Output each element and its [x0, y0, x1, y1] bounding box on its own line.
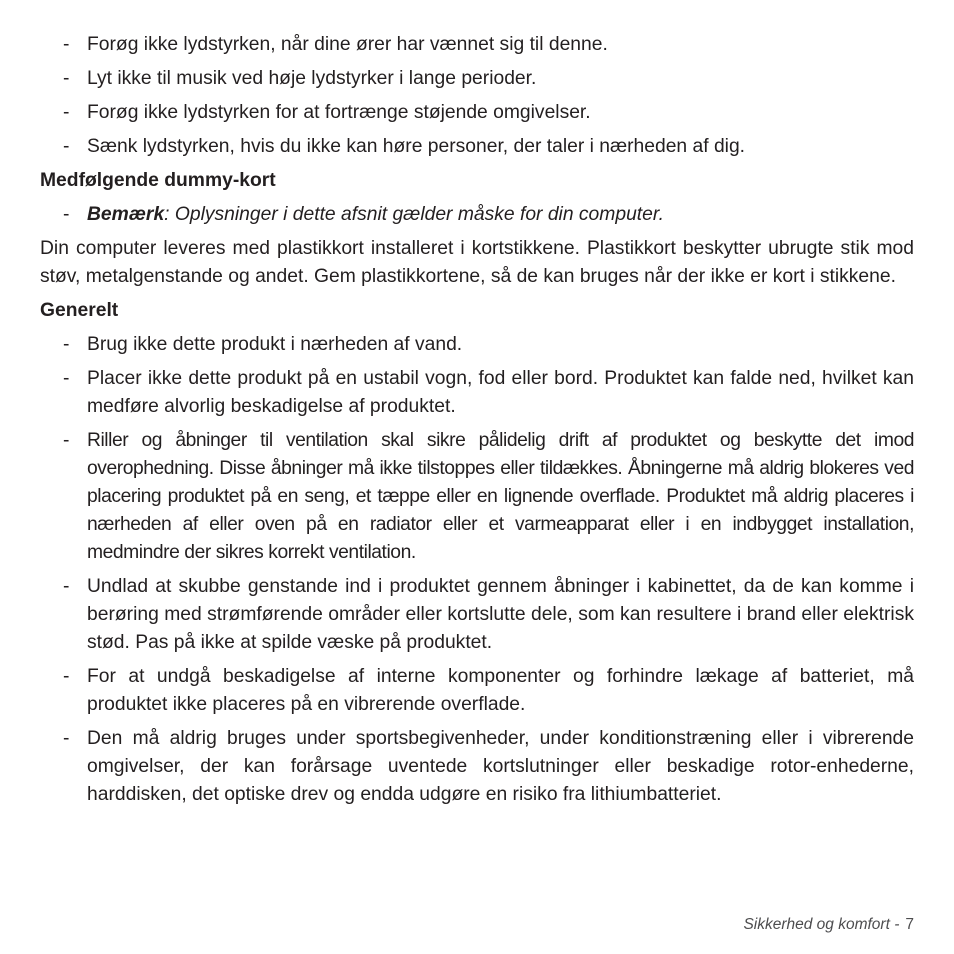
- footer-section-title: Sikkerhed og komfort -: [743, 916, 900, 933]
- note-label: Bemærk: [87, 204, 165, 225]
- list-item-text: Undlad at skubbe genstande ind i produktet gennem åbninger i kabinettet, da de kan komme i berøring med strømførende områder eller kortslutte dele, som kan resultere i brand eller elektrisk stød. Pas på ikke at spilde væske på produktet.: [87, 576, 914, 653]
- list-item-text: Den må aldrig bruges under sportsbegivenheder, under konditionstræning eller i vibrerende omgivelser, der kan forårsage uventede kortslutninger eller beskadige rotor-enhederne, harddisken, det optiske drev og endda udgøre en risiko fra lithiumbatteriet.: [87, 728, 914, 805]
- note-list: [40, 201, 914, 229]
- list-item: - Lyt ikke til musik ved høje lydstyrker i lange perioder.: [63, 68, 537, 89]
- list-item: - Sænk lydstyrken, hvis du ikke kan høre personer, der taler i nærheden af dig.: [63, 136, 746, 157]
- list-item-text: Riller og åbninger til ventilation skal sikre pålidelig drift af produktet og beskytte det imod overophedning. Disse åbninger må ikke tilstoppes eller tildækkes. Åbningerne må aldrig blokeres ved placering produktet på en seng, et tæppe eller en lignende overflade. Produktet må aldrig placeres i nærheden af eller oven på en radiator eller et varmeapparat eller i en indbygget installation, medmindre der sikres korrekt ventilation.: [87, 430, 914, 563]
- page-number: 7: [905, 916, 914, 933]
- list-item: - Undlad at skubbe genstande ind i produktet gennem åbninger i kabinettet, da de kan komme i berøring med strømførende områder eller kortslutte dele, som kan resultere i brand eller elektrisk stød. Pas på ikke at spilde væske på produktet.: [63, 576, 914, 653]
- list-item: - Forøg ikke lydstyrken, når dine ører har vænnet sig til denne.: [63, 34, 608, 55]
- list-item: - For at undgå beskadigelse af interne komponenter og forhindre lækage af batteriet, må produktet ikke placeres på en vibrerende overflade.: [63, 666, 914, 715]
- list-item-text: Brug ikke dette produkt i nærheden af vand.: [87, 334, 463, 355]
- list-item-text: Sænk lydstyrken, hvis du ikke kan høre personer, der taler i nærheden af dig.: [87, 136, 746, 157]
- list-item: - Den må aldrig bruges under sportsbegivenheder, under konditionstræning eller i vibrerende omgivelser, der kan forårsage uventede kortslutninger eller beskadige rotor-enhederne, harddisken, det optiske drev og endda udgøre en risiko fra lithiumbatteriet.: [63, 728, 914, 805]
- list-item-text: Forøg ikke lydstyrken for at fortrænge støjende omgivelser.: [87, 102, 591, 123]
- list-item-text: Lyt ikke til musik ved høje lydstyrker i lange perioder.: [87, 68, 537, 89]
- general-advice-list: [40, 331, 914, 809]
- list-item: - Riller og åbninger til ventilation skal sikre pålidelig drift af produktet og beskytte det imod overophedning. Disse åbninger må ikke tilstoppes eller tildækkes. Åbningerne må aldrig blokeres ved placering produktet på en seng, et tæppe eller en lignende overflade. Produktet må aldrig placeres i nærheden af eller oven på en radiator eller et varmeapparat eller i en indbygget installation, medmindre der sikres korrekt ventilation.: [63, 430, 914, 563]
- section-heading-dummy-cards: Medfølgende dummy-kort: [40, 170, 276, 191]
- list-item-text: Placer ikke dette produkt på en ustabil vogn, fod eller bord. Produktet kan falde ned, hvilket kan medføre alvorlig beskadigelse af produktet.: [87, 368, 914, 417]
- dummy-cards-paragraph: Din computer leveres med plastikkort installeret i kortstikkene. Plastikkort beskytter ubrugte stik mod støv, metalgenstande og andet. Gem plastikkortene, så de kan bruges når der ikke er kort i stikkene.: [40, 238, 914, 287]
- volume-advice-list: [40, 31, 914, 161]
- page-footer: [743, 916, 914, 934]
- section-heading-general: Generelt: [40, 300, 119, 321]
- list-item: - Brug ikke dette produkt i nærheden af vand.: [63, 334, 463, 355]
- note-item: - Bemærk: Oplysninger i dette afsnit gælder måske for din computer.: [63, 204, 664, 225]
- list-item-text: Forøg ikke lydstyrken, når dine ører har vænnet sig til denne.: [87, 34, 608, 55]
- list-item-text: For at undgå beskadigelse af interne komponenter og forhindre lækage af batteriet, må produktet ikke placeres på en vibrerende overflade.: [87, 666, 914, 715]
- note-text: : Oplysninger i dette afsnit gælder måske for din computer.: [164, 204, 664, 225]
- list-item: - Forøg ikke lydstyrken for at fortrænge støjende omgivelser.: [63, 102, 591, 123]
- document-page: [40, 31, 914, 815]
- list-item: - Placer ikke dette produkt på en ustabil vogn, fod eller bord. Produktet kan falde ned, hvilket kan medføre alvorlig beskadigelse af produktet.: [63, 368, 914, 417]
